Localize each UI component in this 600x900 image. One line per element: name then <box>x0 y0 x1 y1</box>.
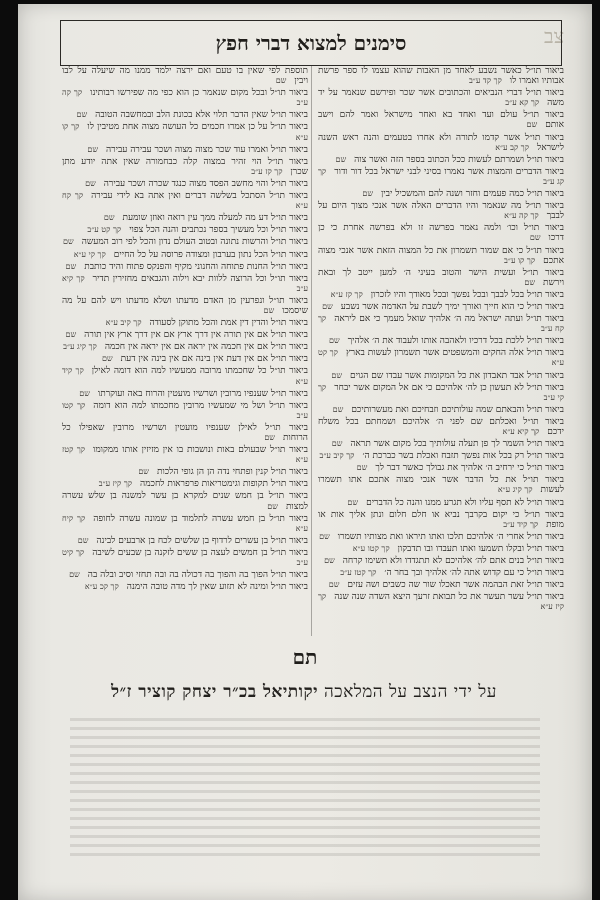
index-entry-reference: שם <box>103 213 115 223</box>
index-entry <box>318 133 564 153</box>
index-entry <box>318 383 564 403</box>
index-entry-reference: שם <box>331 370 342 380</box>
index-entry-text: ביאור תו״ל בן חמש שנים למקרא בן עשר למשנה בן שלש עשרה למצות <box>62 491 308 512</box>
index-entry-text: ביאור תו״ל את כל הדבר אשר אנכי מצוה אתכם אתו תשמרו לעשות <box>318 475 564 496</box>
index-entry-text: ביאור תו״ל הסתכל בשלשה דברים ואין אתה בא לידי עבירה <box>91 191 308 202</box>
index-entry-reference: שם <box>79 388 90 398</box>
index-entry <box>62 570 308 580</box>
index-entry <box>318 189 564 199</box>
index-entry-text: ביאור תו״ל ושל מי שמעשיו מרובין מחכמתו למה הוא דומה <box>93 400 308 411</box>
index-entry-text: ביאור תו״ל תקופות וגימטריאות פרפראות לחכמה <box>140 479 308 490</box>
index-entry-text: ביאור תו״ל ללכת בכל דרכיו ולאהבה אותו ולעבוד את ה׳ אלהיך <box>347 336 564 347</box>
index-entry-reference: שם <box>69 570 80 580</box>
index-entry <box>62 296 308 316</box>
index-entry-text: ביאור תו״ל ומינה לא תזוע שאין לך מדה טובה הימנה <box>126 582 308 593</box>
index-entry <box>318 510 564 530</box>
index-entry-reference: קך קד ע״ב <box>468 76 502 86</box>
index-entry <box>318 498 564 508</box>
index-entry <box>318 592 564 612</box>
index-entry-reference: שם <box>65 330 77 340</box>
colophon <box>84 682 524 702</box>
index-entry-text: ביאור תו״ל בן עשרים לרדוף בן שלשים לכח בן ארבעים לבינה <box>96 535 308 546</box>
index-entry-text: ביאור תו״ל והוי מחשב הפסד מצוה כנגד שכרה ושכר עבירה <box>103 178 308 189</box>
index-entry-reference: קך קז ע״א <box>330 289 363 299</box>
colophon-prefix: על ידי הנצב על המלאכה <box>323 682 497 702</box>
index-entry-reference: קך קיג ע״א <box>497 485 533 495</box>
index-entry-reference: קך קה ע״א <box>504 211 539 221</box>
index-entry-reference: קך קט ע״ב <box>87 225 122 235</box>
index-entry-reference: שם <box>263 305 275 315</box>
index-column-right <box>318 66 564 638</box>
index-entry <box>62 536 308 546</box>
index-entry-text: ביאור תו״ל הכל נתון בערבון ומצודה פרוסה על כל החיים <box>113 249 308 260</box>
index-entry <box>318 314 564 334</box>
index-entry-text: ביאור תו״ל זאת הבהמה אשר תאכלו שור שה כשבים ושה עזים <box>347 580 564 591</box>
index-entry-text: ביאור תו״ל קנין ופתחי נדה הן הן גופי הלכות <box>156 467 308 478</box>
index-entry-text: ביאור תו״ל כי ירחיב ה׳ אלהיך את גבולך כאשר דבר לך <box>375 463 564 474</box>
index-entry <box>62 479 308 489</box>
index-entry <box>318 348 564 368</box>
index-entry-reference: קך קה ע״ב <box>62 88 308 108</box>
index-entry-reference: שם <box>324 556 335 566</box>
index-entry <box>318 451 564 461</box>
index-entry-reference: קך קיט ע״ב <box>62 547 308 568</box>
index-entry-reference: קך קטו ע״א <box>352 543 390 553</box>
index-entry-reference: שם <box>328 580 340 590</box>
index-entry-text: ביאור תו״ל אם אין חכמה אין יראה אם אין יראה אין חכמה <box>104 342 308 353</box>
index-entry-text: ביאור תו״ל כי עם קדוש אתה לה׳ אלהיך ובך בחר ה׳ <box>384 568 564 579</box>
index-entry <box>318 66 564 86</box>
index-entry-reference: קך קח ע״ב <box>318 314 564 334</box>
index-entry-text: ביאור תו״ל כל שחכמתו מרובה ממעשיו למה הוא דומה לאילן <box>91 366 308 377</box>
page-title: סימנים למצוא דברי חפץ <box>60 20 562 66</box>
index-entry-reference: קך קטז ע״ב <box>340 568 377 578</box>
index-entry-reference: שם <box>347 497 359 507</box>
index-entry-text: ביאור תו״ל דע מה למעלה ממך עין רואה ואוזן שומעת <box>122 213 308 224</box>
index-entry-reference: שם <box>63 237 74 247</box>
index-entry <box>318 544 564 554</box>
index-entry <box>318 155 564 165</box>
index-entry-text: ביאור תו״ל לא תסף עליו ולא תגרע ממנו והנה כל הדברים <box>366 497 564 508</box>
index-entry <box>62 250 308 260</box>
index-entry <box>318 439 564 449</box>
index-entry <box>62 262 308 272</box>
index-entry <box>62 213 308 223</box>
index-entry-text: ביאור תו״ל רק בכל אות נפשך תזבח ואכלת בשר כברכת ה׳ <box>362 451 564 462</box>
index-entry <box>62 157 308 177</box>
index-entry-text: ביאור תו״ל והדין דין אמת והכל מתוקן לסעודה <box>149 318 308 329</box>
index-entry-reference: קך קי ע״ב <box>318 382 564 402</box>
index-entry <box>318 568 564 578</box>
index-entry <box>62 122 308 142</box>
index-entry <box>318 110 564 130</box>
index-entry-text: ביאור תו״ל שענפיו מרובין ושרשיו מועטין והרוח באה ועוקרתו <box>97 388 308 399</box>
index-entry-text: ביאור תו״ל אשר קדמו לתורה ולא אחרו בטעמים והנה ראש השנה לישראל <box>318 132 564 153</box>
index-entry-reference: שם <box>526 120 538 130</box>
index-entry <box>318 336 564 346</box>
index-entry-reference: קך קט ע״א <box>318 348 564 368</box>
index-entry-reference: שם <box>322 301 333 311</box>
index-entry-reference: שם <box>329 336 340 346</box>
index-entry <box>62 389 308 399</box>
index-entry-text: ביאור תו״ל כאשר נשבע לאחד מן האבות שהוא עצמו לו ספר פרשת אבותיו ואמרו לו <box>318 66 564 87</box>
index-entry <box>62 354 308 364</box>
index-entry <box>62 110 308 120</box>
index-entry-text: ביאור תו״ל דברי הנביאים והכתובים אשר שכר ופירשם שנאמר על יד משה <box>318 88 564 109</box>
index-entry-reference: שם <box>85 178 96 188</box>
index-entry-text: ביאור תו״ל כי אם שמור תשמרון את כל המצוה הזאת אשר אנכי מצוה אתכם <box>318 245 564 266</box>
index-entry-text: ביאור תו״ל ואכלתם שם לפני ה׳ אלהיכם ושמחתם בכל משלח ידכם <box>318 416 564 437</box>
index-entry <box>62 66 308 86</box>
page-number: צב <box>543 24 565 48</box>
index-entry-reference: שם <box>101 354 113 364</box>
column-divider <box>311 66 312 636</box>
index-entry-reference: קך קטו ע״ב <box>62 400 308 420</box>
index-entry-reference: שם <box>65 261 77 271</box>
index-entry-text: ביאור תו״ל שבעולם באות ונושבות בו אין מזיזין אותו ממקומו <box>93 445 308 456</box>
index-entry-text: ביאור תו״ל כי הוא חייך ואורך ימיך לשבת על האדמה אשר נשבע <box>340 301 564 312</box>
index-entry <box>318 463 564 473</box>
index-entry-text: ביאור תו״ל ושמרתם לעשות ככל הכתוב בספר הזה ואשר צוה <box>354 154 564 165</box>
colophon-name: יקותיאל בכ״ר יצחק קוציר ז״ל <box>111 682 319 702</box>
index-column-left <box>62 66 308 638</box>
index-entry-reference: שם <box>356 463 368 473</box>
index-entry-text: ביאור תו״ל הפוך בה והפוך בה דכולה בה ובה תחזי וסיב ובלה בה <box>87 570 308 581</box>
index-entry-text: ביאור תו״ל לאילן שענפיו מועטין ושרשיו מרובין שאפילו כל הרוחות <box>62 422 308 443</box>
index-entry <box>318 475 564 495</box>
index-entry <box>318 290 564 300</box>
index-entry <box>318 417 564 437</box>
index-entry <box>318 405 564 415</box>
index-entry-text: ביאור תו״ל וכל מעשיך בספר נכתבים והנה הכל צפוי <box>129 225 308 236</box>
index-entry-text: ביאור תו״ל בנים אתם לה׳ אלהיכם לא תתגדדו ולא תשימו קרחה <box>342 556 564 567</box>
index-entry-reference: שם <box>362 189 373 199</box>
index-entry-reference: קך קיג ע״ב <box>63 342 97 352</box>
index-entry <box>62 582 308 592</box>
index-entry-text: ביאור תו״ל וכל הרוצה ללוות יבא וילוה והגבאים מחזירין תדיר <box>92 273 308 284</box>
index-entry <box>318 167 564 187</box>
index-entry-reference: קך קיב ע״ב <box>319 451 355 461</box>
index-entry-reference: שם <box>138 467 149 477</box>
index-entry-text: ביאור תו״ל אבד תאבדון את כל המקומות אשר עבדו שם הגוים <box>350 370 564 381</box>
index-entry-text: ביאור תו״ל אם אין תורה אין דרך ארץ אם אין דרך ארץ אין תורה <box>84 330 308 341</box>
index-entry-reference: קך קיח ע״א <box>62 513 308 533</box>
index-entry-reference: קך קיז ע״א <box>318 592 564 612</box>
index-entry <box>318 302 564 312</box>
index-entry-text: ביאור תו״ל החנות פתוחה והחנוני מקיף והפנקס פתוח והיד כותבת <box>84 261 308 272</box>
index-entry-reference: קך קכ ע״א <box>84 582 119 592</box>
index-entry-text: ביאור תו״ל בן חמשים לעצה בן ששים לזקנה בן שבעים לשיבה <box>92 547 308 558</box>
index-entry-reference: שם <box>331 439 343 449</box>
index-entry-text: ביאור תו״ל בן חמש עשרה לתלמוד בן שמונה עשרה לחופה <box>93 513 308 524</box>
index-entry <box>62 191 308 211</box>
index-entry-text: ביאור תו״ל כי יקום בקרבך נביא או חלם חלום ונתן אליך אות או מופת <box>318 509 564 530</box>
index-entry-reference: קך קיז ע״ב <box>98 479 133 489</box>
index-entry-text: ביאור תו״ל ועשית הישר והטוב בעיני ה׳ למען ייטב לך ובאת וירשת <box>318 267 564 288</box>
index-entry-reference: שם <box>76 110 88 120</box>
index-entry <box>62 423 308 443</box>
index-entry <box>62 491 308 511</box>
index-entry-text: ביאור תו״ל ואמרו עוד שכר מצוה מצוה ושכר עבירה עבירה <box>106 144 308 155</box>
index-entry <box>62 514 308 534</box>
index-entry-text: ביאור תו״ל בכל לבבך ובכל נפשך ובכל מאודך והיו לזכרון <box>370 289 564 300</box>
index-entry-text: ביאור תו״ל והבאתם שמה עולותיכם וזבחיכם ואת מעשרותיכם <box>351 404 564 415</box>
index-entry <box>318 556 564 566</box>
index-entry-reference: קך קי ע״א <box>73 249 106 259</box>
index-entry-reference: שם <box>77 535 89 545</box>
index-entry <box>62 88 308 108</box>
index-entry <box>318 532 564 542</box>
index-entry <box>318 371 564 381</box>
index-entry-text: ביאור תו״ל ובקלו תשמעו ואתו תעבדו ובו תדבקון <box>397 543 564 554</box>
index-entry-reference: שם <box>335 154 347 164</box>
index-entry-text: ביאור תו״ל על כן אמרו חכמים כל העושה מצוה אחת מטיבין לו <box>87 122 308 133</box>
index-entry <box>62 467 308 477</box>
index-entry-reference: שם <box>275 76 287 86</box>
index-entry-text: ביאור תו״ל לא תעשון כן לה׳ אלהיכם כי אם אל המקום אשר יבחר <box>334 382 564 393</box>
index-entry-reference: קך קו ע״א <box>62 122 308 142</box>
index-entry-text: ביאור הדברים והמצות אשר נאמרו בסיני לבני ישראל בכל דור ודור <box>334 166 564 177</box>
index-entry-reference: קך קב ע״א <box>495 142 530 152</box>
index-entry-reference: שם <box>529 233 541 243</box>
index-entry-text: ביאור תו״ל וכו׳ ולמה נאמר בפרשה זו ולא בפרשה אחרת כי כן דרכו <box>318 223 564 244</box>
index-entry <box>62 225 308 235</box>
index-entry-text: ביאור תו״ל השמר לך פן תעלה עולותיך בכל מקום אשר תראה <box>350 439 564 450</box>
index-entry-reference: קך קא ע״ב <box>505 98 540 108</box>
index-entry-text: תוספת לפי שאין בו טעם ואם ירצה ילמד ממנו מה שיעלה על לבו ויבין <box>62 66 308 87</box>
index-entry-reference: שם <box>87 144 98 154</box>
index-entry-reference: קך קיא ע״א <box>502 427 540 436</box>
index-entry-reference: קך קטז ע״א <box>62 445 308 465</box>
index-entry-reference: קך קח ע״א <box>62 191 308 211</box>
index-entry <box>318 268 564 288</box>
index-entry <box>62 548 308 568</box>
index-entry-text: ביאור תו״ל ובכל מקום שנאמר כן הוא כפי מה שפירשו רבותינו <box>90 88 308 99</box>
index-entry <box>62 145 308 155</box>
index-entry <box>62 237 308 247</box>
index-entry <box>62 179 308 189</box>
index-entry-text: ביאור תו״ל אלה החקים והמשפטים אשר תשמרון לעשות בארץ <box>345 348 564 359</box>
index-entry-text: ביאור תו״ל אחרי ה׳ אלהיכם תלכו ואתו תיראו ואת מצותיו תשמרו <box>337 531 564 542</box>
index-entry <box>62 330 308 340</box>
index-entry <box>62 366 308 386</box>
index-entry-text: ביאור תו״ל עולם ועד ואחד בא ואחר מישראל ואמר להם וישב אותם <box>318 110 564 131</box>
index-entry-text: ביאור תו״ל ועתה ישראל מה ה׳ אלהיך שואל מעמך כי אם ליראה <box>334 314 564 325</box>
index-entry-reference: שם <box>264 433 275 442</box>
index-entry <box>62 401 308 421</box>
index-entry <box>318 201 564 221</box>
index-entry-text: ביאור תו״ל הוי זהיר במצוה קלה כבחמורה שאין אתה יודע מתן שכרן <box>62 156 308 177</box>
index-entry-reference: קך קיד ע״ב <box>503 519 539 529</box>
index-entry-reference: קך קז ע״ב <box>251 166 283 176</box>
index-entry-text: ביאור תו״ל עשר תעשר את כל תבואת זרעך היצא השדה שנה שנה <box>334 592 564 603</box>
index-entry-reference: שם <box>332 404 344 414</box>
index-entry-reference: שם <box>319 531 330 541</box>
index-entry-text: ביאור תו״ל כמה פעמים וחזר ושנה להם והמשכיל יבין <box>380 189 564 200</box>
index-entry-reference: קך קיב ע״א <box>105 318 142 328</box>
index-entry-reference: קך קיד ע״א <box>62 366 308 386</box>
index-entry-text: ביאור תו״ל אם אין דעת אין בינה אם אין בינה אין דעת <box>120 354 308 365</box>
index-entry-reference: קך קיא ע״ב <box>62 273 308 293</box>
index-entry-text: ביאור תו״ל מה שנאמר והיו הדברים האלה אשר אנכי מצוך היום על לבבך <box>318 201 564 222</box>
index-entry <box>62 274 308 294</box>
index-entry <box>62 318 308 328</box>
index-entry-reference: קך קו ע״ב <box>504 255 536 265</box>
index-entry-text: ביאור תו״ל שאין הדבר תלוי אלא בכונת הלב ובמחשבה הטובה <box>95 110 308 121</box>
index-entry <box>318 246 564 266</box>
index-entry-reference: שם <box>267 501 278 511</box>
index-entry <box>318 88 564 108</box>
index-entry-text: ביאור תו״ל ונפרעין מן האדם מדעתו ושלא מדעתו ויש להם על מה שיסמכו <box>62 295 308 316</box>
index-entry-reference: קך קג ע״ב <box>318 166 564 186</box>
index-entry-text: ביאור תו״ל והרשות נתונה ובטוב העולם נדון והכל לפי רוב המעשה <box>81 237 308 248</box>
show-through-ink <box>70 712 540 882</box>
index-entry <box>318 223 564 243</box>
index-entry <box>62 445 308 465</box>
index-entry-reference: שם <box>524 277 536 287</box>
index-entry <box>318 580 564 590</box>
index-entry <box>62 342 308 352</box>
end-word: תם <box>292 645 318 669</box>
